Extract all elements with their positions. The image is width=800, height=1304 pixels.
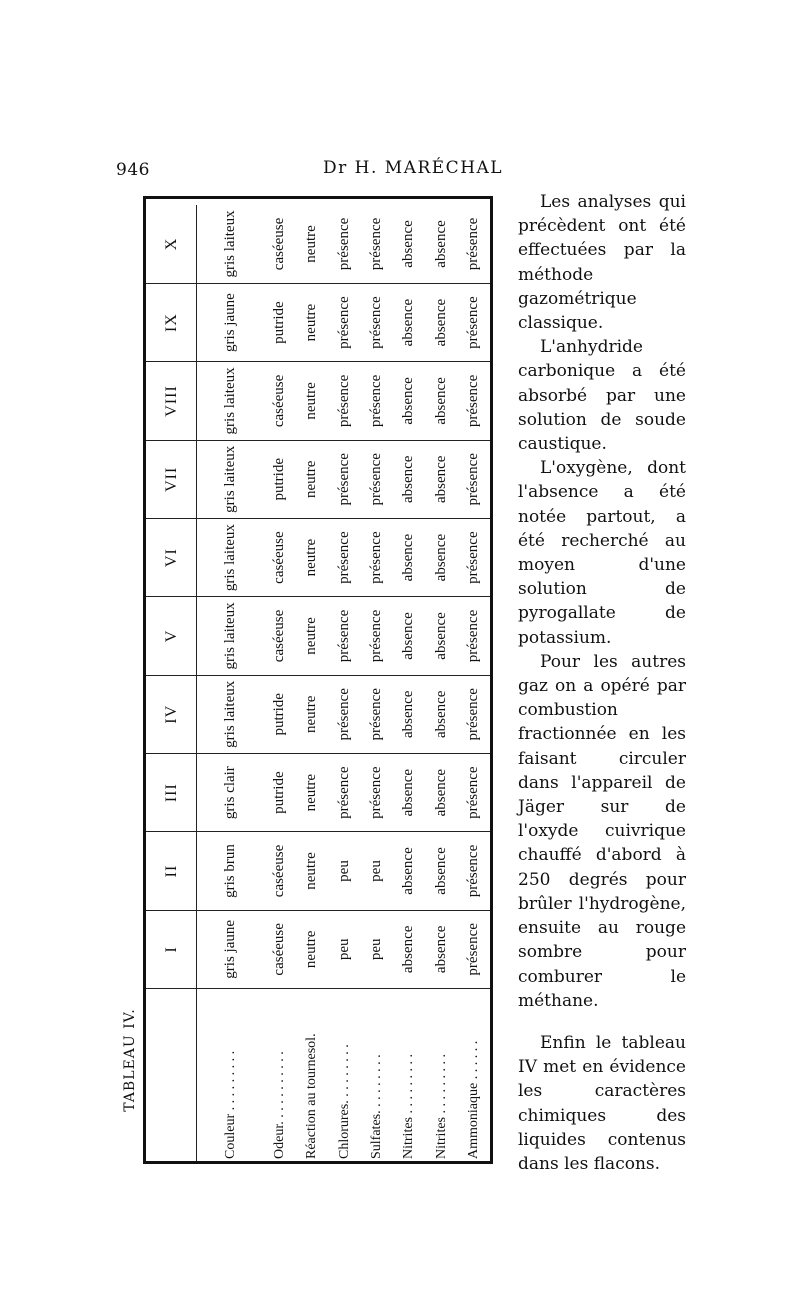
row-label: Ammoniaque . . . . . . — [458, 989, 490, 1165]
table-cell: absence — [393, 832, 425, 910]
paragraph: L'oxygène, dont l'absence a été notée partout, a été recherché au moyen d'une solution de pyrogallate de potassium. — [518, 458, 686, 648]
table-cell: neutre — [295, 440, 327, 518]
table-cell: neutre — [295, 518, 327, 596]
table-cell: absence — [425, 597, 457, 675]
table-frame — [143, 196, 493, 1164]
prose-column — [518, 190, 686, 1176]
table-cell: présence — [360, 440, 392, 518]
column-header: III — [146, 753, 197, 831]
table-cell: absence — [393, 910, 425, 988]
row-label: Nitrites . . . . . . . . . — [425, 989, 457, 1165]
table-row — [295, 205, 327, 1164]
table-cell: absence — [425, 910, 457, 988]
column-header: IV — [146, 675, 197, 753]
table-cell: présence — [328, 283, 360, 361]
table-row — [458, 205, 490, 1164]
table-cell: absence — [393, 675, 425, 753]
table-body — [197, 205, 491, 1164]
table-cell: présence — [458, 283, 490, 361]
table-cell: absence — [425, 440, 457, 518]
table-cell: présence — [458, 832, 490, 910]
table-cell: présence — [360, 518, 392, 596]
table-cell: putride — [263, 753, 295, 831]
table-cell: peu — [328, 832, 360, 910]
row-label: Couleur . . . . . . . . . — [197, 989, 264, 1165]
table-cell: présence — [360, 675, 392, 753]
table-cell: présence — [458, 675, 490, 753]
table-row — [263, 205, 295, 1164]
table-cell: peu — [328, 910, 360, 988]
paragraph: Enfin le tableau IV met en évidence les caractères chimiques des liquides contenus dans les flacons. — [518, 1032, 686, 1174]
row-label: Nitrites . . . . . . . . . — [393, 989, 425, 1165]
table-cell: présence — [328, 440, 360, 518]
page-number: 946 — [116, 160, 150, 180]
table-cell: neutre — [295, 362, 327, 440]
table-cell: caséeuse — [270, 217, 287, 271]
table-row — [425, 205, 457, 1164]
table-cell: gris jaune — [197, 910, 264, 988]
table-cell: absence — [393, 283, 425, 361]
column-header: X — [146, 205, 197, 283]
table-cell: présence — [458, 910, 490, 988]
table-cell: neutre — [295, 675, 327, 753]
table-cell: peu — [360, 910, 392, 988]
table-cell: gris clair — [197, 753, 264, 831]
table-cell: gris laiteux — [197, 362, 264, 440]
table-cell: caséeuse — [263, 518, 295, 596]
table-caption: TABLEAU IV. — [122, 1008, 138, 1112]
row-label: Odeur. . . . . . . . . . . — [263, 989, 295, 1165]
table-cell: neutre — [295, 910, 327, 988]
table-cell: putride — [263, 675, 295, 753]
column-header: VIII — [146, 362, 197, 440]
paragraph: Pour les autres gaz on a opéré par combustion fractionnée en les faisant circuler dans l'appareil de Jäger sur de l'oxyde cuivrique chauffé d'abord à 250 degrés pour brûler l'hydrogène, ensuite au rouge sombre pour comburer le méthane. — [518, 651, 686, 1011]
table-cell: neutre — [295, 753, 327, 831]
column-header: V — [146, 597, 197, 675]
table-cell: gris brun — [197, 832, 264, 910]
results-table — [146, 205, 490, 1164]
table-cell: présence — [458, 518, 490, 596]
column-header: IX — [146, 283, 197, 361]
table-cell: présence — [328, 597, 360, 675]
table-cell: présence — [360, 283, 392, 361]
table-cell: caséeuse — [263, 832, 295, 910]
row-label: Sulfates. . . . . . . . . — [360, 989, 392, 1165]
table-cell: gris laiteux — [221, 210, 238, 278]
table-cell: caséeuse — [263, 910, 295, 988]
table-cell: gris jaune — [197, 283, 264, 361]
table-corner-cell — [146, 989, 197, 1165]
table-cell: présence — [458, 753, 490, 831]
table-cell: neutre — [295, 832, 327, 910]
table-cell: présence — [367, 217, 384, 271]
table-cell: présence — [335, 217, 352, 271]
column-header: I — [146, 910, 197, 988]
table-cell: caséeuse — [263, 597, 295, 675]
table-cell: absence — [425, 832, 457, 910]
table-cell: caséeuse — [263, 362, 295, 440]
table-row — [360, 205, 392, 1164]
table-cell: absence — [425, 283, 457, 361]
table-cell: absence — [425, 753, 457, 831]
table-cell: présence — [458, 440, 490, 518]
column-header: VI — [146, 518, 197, 596]
table-cell: présence — [465, 217, 482, 271]
table-cell: absence — [425, 518, 457, 596]
table-cell: présence — [360, 597, 392, 675]
table-cell: présence — [328, 675, 360, 753]
table-cell: présence — [458, 362, 490, 440]
table-cell: putride — [263, 283, 295, 361]
table-row — [328, 205, 360, 1164]
table-cell: présence — [328, 753, 360, 831]
column-header: VII — [146, 440, 197, 518]
table-cell: présence — [360, 362, 392, 440]
table-cell: putride — [263, 440, 295, 518]
table-header-row — [146, 205, 197, 1164]
table-cell: absence — [393, 362, 425, 440]
table-cell: présence — [458, 597, 490, 675]
table-cell: absence — [393, 518, 425, 596]
rotated-table-wrapper — [146, 205, 490, 1164]
table-cell: peu — [360, 832, 392, 910]
table-cell: absence — [393, 597, 425, 675]
table-cell: gris laiteux — [197, 518, 264, 596]
table-cell: présence — [360, 753, 392, 831]
table-cell: gris laiteux — [197, 597, 264, 675]
table-cell: absence — [393, 753, 425, 831]
table-row — [197, 205, 264, 1164]
table-cell: présence — [328, 518, 360, 596]
table-cell: gris laiteux — [197, 675, 264, 753]
row-label: Réaction au tournesol. — [295, 989, 327, 1165]
table-cell: absence — [400, 220, 417, 268]
column-header: II — [146, 832, 197, 910]
paragraph: Les analyses qui précèdent ont été effectuées par la méthode gazométrique classique. — [518, 192, 686, 334]
table-cell: absence — [393, 440, 425, 518]
table-cell: neutre — [295, 597, 327, 675]
row-label: Chlorures. . . . . . . . . — [328, 989, 360, 1165]
table-row — [393, 205, 425, 1164]
table-cell: présence — [328, 362, 360, 440]
table-cell: neutre — [295, 283, 327, 361]
table-cell: gris laiteux — [197, 440, 264, 518]
table-cell: absence — [425, 675, 457, 753]
table-cell: neutre — [303, 225, 320, 263]
table-cell: absence — [432, 220, 449, 268]
running-head: Dr H. MARÉCHAL — [323, 158, 504, 178]
table-cell: absence — [425, 362, 457, 440]
paragraph: L'anhydride carbonique a été absorbé par une solution de soude caustique. — [518, 337, 686, 455]
